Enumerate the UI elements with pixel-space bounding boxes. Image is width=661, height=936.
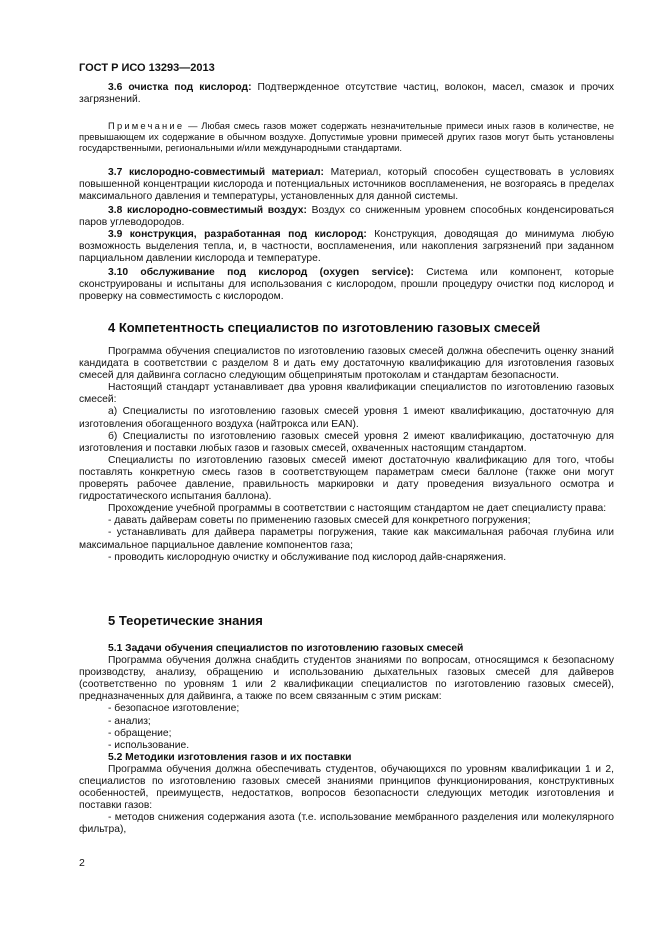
definition-3-8 — [79, 205, 614, 229]
section-4-paragraph-6: Прохождение учебной программы в соответствии с настоящим стандартом не дает специалисту права: — [108, 503, 607, 515]
section-4-body — [79, 346, 614, 564]
definition-text-3-10: Система или компонент, которые сконструированы и испытаны для использования с кислородом, прошли процедуру очистки под кислород и проверку на совместимость с кислородом. — [79, 267, 614, 303]
section-4-heading-block — [79, 320, 614, 335]
term-3-10: 3.10 обслуживание под кислород (oxygen service): — [108, 267, 414, 278]
section-4-list-item-3: - проводить кислородную очистку и обслуживание под кислород дайв-снаряжения. — [108, 551, 507, 563]
standard-designation: ГОСТ Р ИСО 13293—2013 — [79, 62, 215, 74]
term-3-6: 3.6 очистка под кислород: — [108, 82, 252, 93]
section-4-item-a: а) Специалисты по изготовлению газовых смесей уровня 1 имеют квалификацию, достаточную для изготовления обогащенного воздуха (найтрокса или EAN). — [79, 406, 614, 430]
definition-3-9 — [79, 229, 614, 265]
section-5-body — [79, 643, 614, 837]
section-5-heading-block — [79, 613, 614, 628]
note-lead: Примечание — [108, 120, 185, 131]
section-4-paragraph-2: Настоящий стандарт устанавливает два уровня квалификации специалистов по изготовлению газовых смесей: — [79, 382, 614, 406]
subsection-5-2-title: 5.2 Методики изготовления газов и их поставки — [108, 751, 352, 763]
definition-text-3-9: Конструкция, доводящая до минимума любую возможность выделения тепла, и, в частности, воспламенения, или накопления загрязнений при заданном парциальном давлении кислорода и температуре. — [79, 229, 614, 265]
subsection-5-1-item-2: - анализ; — [108, 715, 151, 727]
subsection-5-1-item-1: - безопасное изготовление; — [108, 703, 240, 715]
term-3-7: 3.7 кислородно-совместимый материал: — [108, 167, 324, 178]
section-4-list-item-2: - устанавливать для дайвера параметры погружения, такие как максимальная рабочая глубина или максимальное парциальное давление компонентов газа; — [79, 527, 614, 551]
subsection-5-1-title: 5.1 Задачи обучения специалистов по изготовлению газовых смесей — [108, 643, 464, 654]
subsection-5-1-item-4: - использование. — [108, 739, 190, 751]
definition-3-10 — [79, 267, 614, 303]
subsection-5-2-paragraph-2: - методов снижения содержания азота (т.е. использование мембранного разделения или молекулярного фильтра), — [79, 812, 614, 836]
subsection-5-2-paragraph-1: Программа обучения должна обеспечивать студентов, обучающихся по уровням квалификации 1 и 2, специалистов по изготовлению газовых смесей знаниями принципов функционирования, конструктивных особенностей, преимуществ, недостатков, вопросов безопасности следующих методик изготовления и поставки газов: — [79, 763, 614, 812]
subsection-5-1-paragraph: Программа обучения должна снабдить студентов знаниями по вопросам, относящимся к безопасному производству, анализу, обращению и использованию дыхательных газовых смесей для дайверов (соответственно по уровням 1 или 2 квалификации специалистов по изготовлению газовых смесей), предназначенных для дайвинга, а также по всем связанным с этим рискам: — [79, 655, 614, 703]
section-4-title: 4 Компетентность специалистов по изготовлению газовых смесей — [108, 320, 541, 335]
section-5-title: 5 Теоретические знания — [108, 613, 263, 628]
page-number: 2 — [79, 857, 85, 869]
note-text: — Любая смесь газов может содержать незначительные примеси иных газов в количестве, не превышающем их содержание в обычном воздухе. Допустимые уровни примесей других газов могут быть установлены государственными, региональными и/или международными стандартами. — [79, 120, 614, 154]
definition-3-7 — [79, 167, 614, 203]
section-4-paragraph-1: Программа обучения специалистов по изготовлению газовых смесей должна обеспечить оценку знаний кандидата в соответствии с разделом 8 и дать ему достаточную квалификацию для изготовления газовых смесей для дайвинга согласно следующим общепринятым протоколам и стандартам безопасности. — [79, 346, 614, 382]
section-4-paragraph-5: Специалисты по изготовлению газовых смесей имеют достаточную квалификацию для того, чтобы поставлять конкретную смесь газов в соответствующем параметрам смеси баллоне (также они могут проверять рабочее давление, правильность маркировки и дату проведения визуального осмотра и гидростатического испытания баллона). — [79, 454, 614, 503]
definition-text-3-6: Подтвержденное отсутствие частиц, волокон, масел, смазок и прочих загрязнений. — [79, 82, 614, 106]
definition-3-6 — [79, 82, 614, 106]
note-block — [79, 120, 614, 154]
subsection-5-1-item-3: - обращение; — [108, 727, 172, 739]
term-3-8: 3.8 кислородно-совместимый воздух: — [108, 205, 307, 216]
section-4-list-item-1: - давать дайверам советы по применению газовых смесей для конкретного погружения; — [108, 515, 531, 527]
definition-text-3-8: Воздух со сниженным уровнем способных конденсироваться паров углеводородов. — [79, 205, 614, 229]
term-3-9: 3.9 конструкция, разработанная под кислород: — [108, 229, 367, 240]
section-4-item-b: б) Специалисты по изготовлению газовых смесей уровня 2 имеют квалификацию, достаточную для изготовления и поставки любых газов и газовых смесей, охваченных настоящим стандартом. — [79, 430, 614, 454]
definition-text-3-7: Материал, который способен существовать в условиях повышенной концентрации кислорода и потенциальных источников воспламенения, не возгораясь в пределах максимального давления и температуры, установленных для данной системы. — [79, 167, 614, 203]
